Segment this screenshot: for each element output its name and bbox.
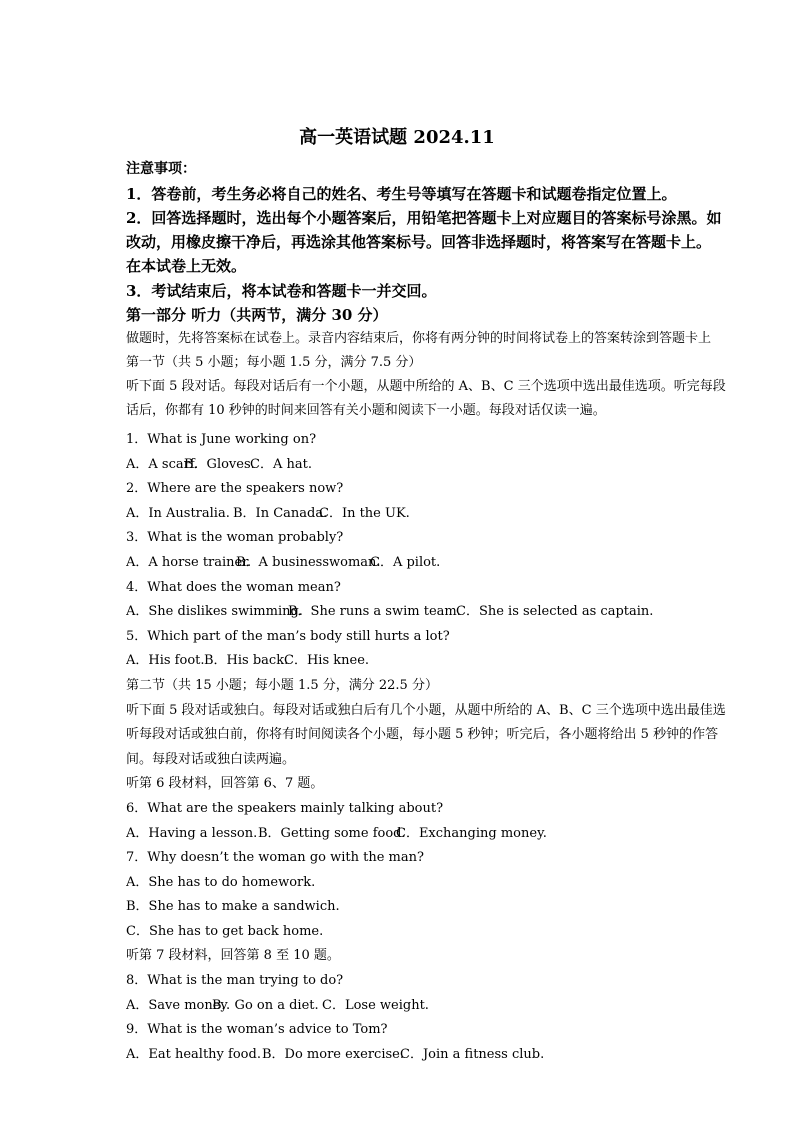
option-b: B．Do more exercise.	[262, 1046, 404, 1062]
page-title: 高一英语试题 2024.11	[299, 127, 495, 148]
question-options	[126, 502, 746, 527]
option-a: A．Save money.	[126, 997, 231, 1013]
notice-item-1: 1．答卷前，考生务必将自己的姓名、考生号等填写在答题卡和试题卷指定位置上。	[126, 185, 677, 203]
option-b: B．Getting some food.	[258, 825, 406, 841]
question-options	[126, 822, 746, 847]
question-options	[126, 600, 746, 625]
notice-heading: 注意事项：	[126, 161, 196, 177]
notice-item-2-cont: 改动，用橡皮擦干净后，再选涂其他答案标号。回答非选择题时，将答案写在答题卡上。	[126, 233, 712, 251]
option-b: B．Gloves.	[184, 456, 255, 472]
option-b: B．His back.	[204, 653, 289, 669]
question-stem: 8．What is the man trying to do?	[126, 973, 344, 989]
question-options	[126, 551, 746, 576]
option-a: A．She dislikes swimming.	[126, 604, 303, 620]
question-stem: 9．What is the woman’s advice to Tom?	[126, 1022, 388, 1038]
option-c: C．A pilot.	[370, 554, 441, 570]
option-a: A．A scarf.	[126, 456, 199, 472]
option-c: C．Exchanging money.	[396, 825, 547, 841]
option-b: B．She has to make a sandwich.	[126, 899, 340, 915]
option-c: C．A hat.	[250, 456, 312, 472]
question-stem: 5．Which part of the man’s body still hurts a lot?	[126, 628, 450, 644]
question-options	[126, 1043, 746, 1068]
question-options	[126, 453, 746, 478]
option-a: A．She has to do homework.	[126, 874, 316, 890]
option-a: A．Eat healthy food.	[126, 1046, 261, 1062]
question-options	[126, 994, 746, 1019]
option-a: A．Having a lesson.	[126, 825, 258, 841]
option-c: C．Join a fitness club.	[400, 1046, 545, 1062]
section2-instruction-1: 听下面 5 段对话或独白。每段对话或独白后有几个小题，从题中所给的 A、B、C 三个选项中选出最佳选	[126, 702, 726, 718]
option-c: C．Lose weight.	[322, 997, 429, 1013]
option-c: C．In the UK.	[319, 505, 410, 521]
question-stem: 1．What is June working on?	[126, 432, 317, 447]
option-b: B．A businesswoman.	[236, 554, 381, 570]
section2-heading: 第二节（共 15 小题；每小题 1.5 分，满分 22.5 分）	[126, 677, 438, 693]
question-stem: 2．Where are the speakers now?	[126, 481, 344, 497]
notice-item-2: 2．回答选择题时，选出每个小题答案后，用铅笔把答题卡上对应题目的答案标号涂黑。如	[126, 209, 722, 227]
option-a: A．In Australia.	[126, 505, 230, 521]
part1-heading: 第一部分 听力（共两节，满分 30 分）	[126, 306, 388, 324]
option-c: C．She is selected as captain.	[456, 604, 654, 620]
question-options	[126, 649, 746, 674]
notice-item-3: 3．考试结束后，将本试卷和答题卡一并交回。	[126, 282, 437, 300]
part1-instruction: 做题时，先将答案标在试卷上。录音内容结束后，你将有两分钟的时间将试卷上的答案转涂到答题卡上	[126, 331, 712, 346]
question-stem: 3．What is the woman probably?	[126, 530, 344, 546]
section1-instruction-1: 听下面 5 段对话。每段对话后有一个小题，从题中所给的 A、B、C 三个选项中选出最佳选项。听完每段	[126, 379, 726, 394]
section1-instruction-2: 话后，你都有 10 秒钟的时间来回答有关小题和阅读下一小题。每段对话仅读一遍。	[126, 403, 606, 418]
option-c: C．She has to get back home.	[126, 923, 324, 939]
option-b: B．She runs a swim team.	[288, 604, 461, 620]
option-c: C．His knee.	[284, 653, 370, 669]
section2-instruction-2: 听每段对话或独白前，你将有时间阅读各个小题，每小题 5 秒钟；听完后，各小题将给出 5 秒钟的作答	[126, 727, 719, 743]
option-b: B．Go on a diet.	[212, 997, 319, 1013]
material-6-instruction: 听第 6 段材料，回答第 6、7 题。	[126, 776, 324, 792]
option-b: B．In Canada.	[233, 505, 328, 521]
notice-item-2-end: 在本试卷上无效。	[126, 257, 247, 275]
question-stem: 4．What does the woman mean?	[126, 579, 341, 595]
question-stem: 6．What are the speakers mainly talking about?	[126, 800, 444, 816]
section1-heading: 第一节（共 5 小题；每小题 1.5 分，满分 7.5 分）	[126, 355, 422, 370]
question-list	[126, 428, 746, 1067]
option-a: A．A horse trainer.	[126, 554, 252, 570]
material-7-instruction: 听第 7 段材料，回答第 8 至 10 题。	[126, 948, 340, 964]
option-a: A．His foot.	[126, 653, 205, 669]
section2-instruction-3: 间。每段对话或独白读两遍。	[126, 751, 296, 767]
question-stem: 7．Why doesn’t the woman go with the man?	[126, 850, 424, 866]
